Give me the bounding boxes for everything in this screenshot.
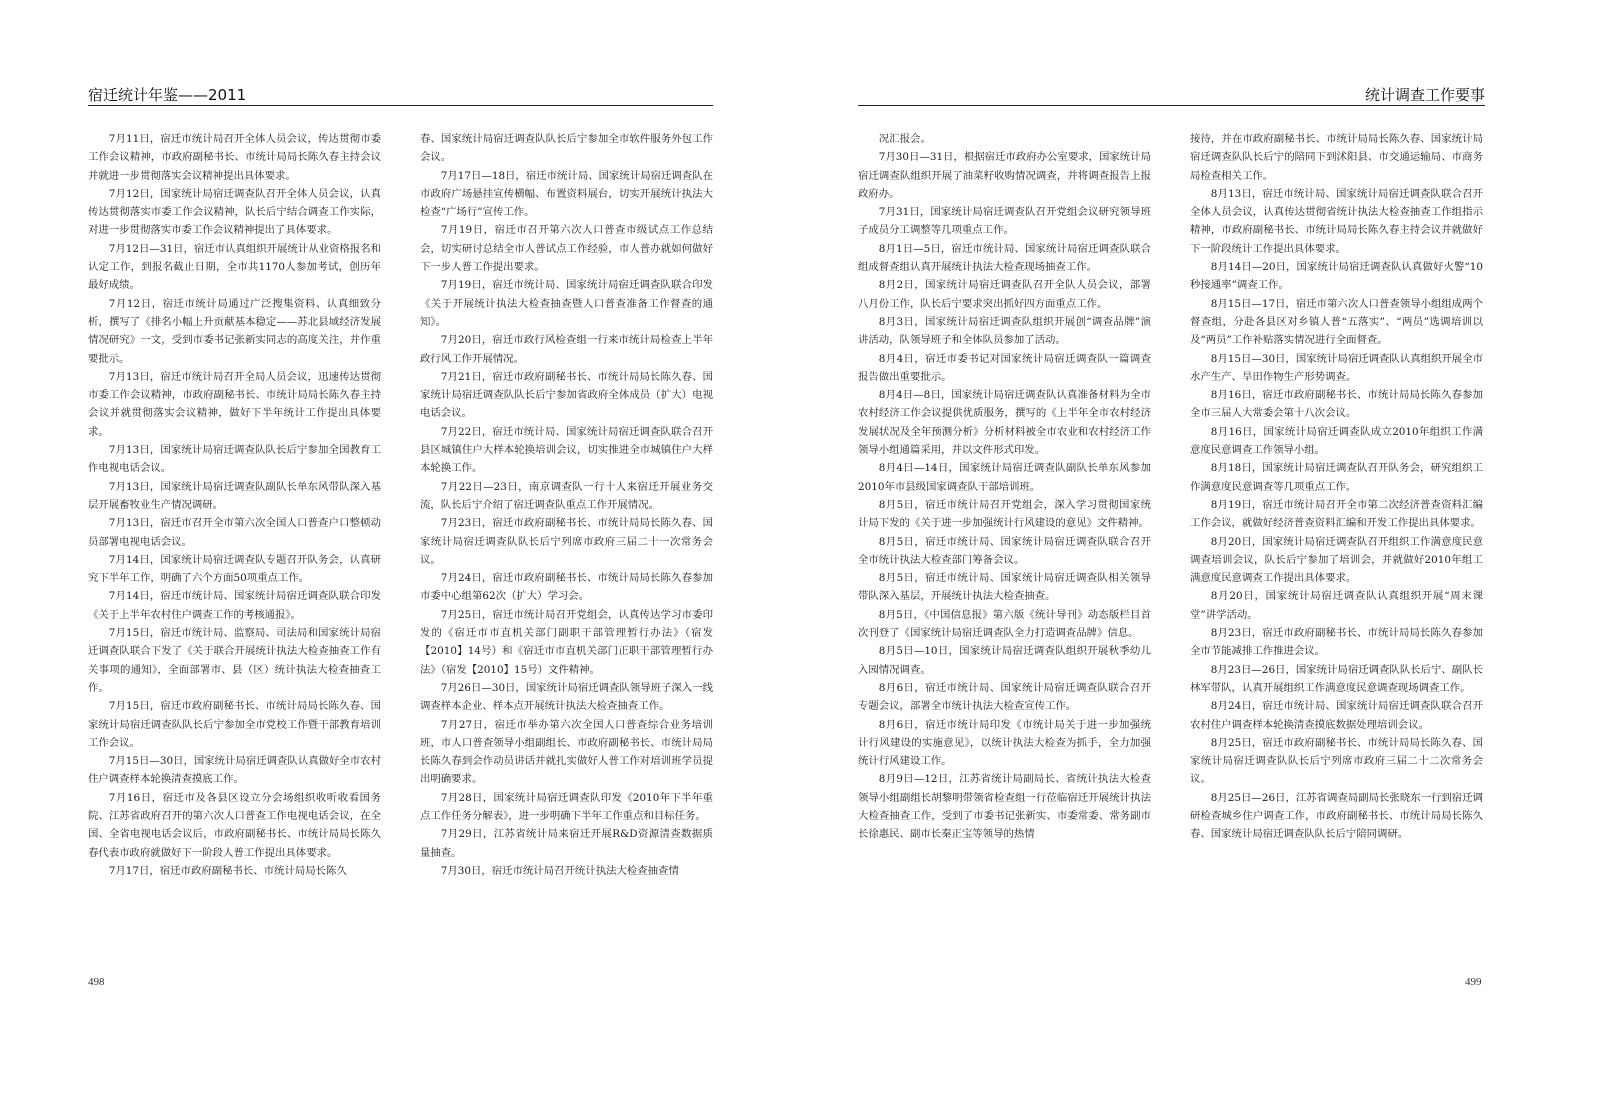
paragraph: 7月12日—31日，宿迁市认真组织开展统计从业资格报名和认定工作，到报名截止日期，全市共1170人参加考试，创历年最好成绩。 bbox=[88, 242, 381, 292]
paragraph: 7月21日，宿迁市政府副秘书长、市统计局局长陈久春、国家统计局宿迁调查队队长后宁参加省政府全体成员（扩大）电视电话会议。 bbox=[420, 370, 713, 420]
right-header-rule bbox=[858, 105, 1485, 106]
paragraph: 8月23日，宿迁市政府副秘书长、市统计局局长陈久春参加全市节能减排工作推进会议。 bbox=[1190, 627, 1483, 658]
paragraph: 8月15日—17日，宿迁市第六次人口普查领导小组组成两个督查组，分赴各县区对乡镇人普“五落实”、“两员”选调培训以及“两员”工作补贴落实情况进行全面督查。 bbox=[1190, 297, 1483, 347]
paragraph: 7月13日，宿迁市统计局召开全局人员会议，迅速传达贯彻市委工作会议精神，市政府副秘书长、市统计局局长陈久春主持会议并就贯彻落实会议精神，做好下半年统计工作提出具体要求。 bbox=[88, 370, 381, 438]
paragraph: 8月4日，宿迁市委书记对国家统计局宿迁调查队一篇调查报告做出重要批示。 bbox=[858, 352, 1151, 383]
paragraph: 8月14日—20日，国家统计局宿迁调查队认真做好火警“10秒接通率”调查工作。 bbox=[1190, 261, 1483, 292]
paragraph: 8月16日，国家统计局宿迁调查队成立2010年组织工作满意度民意调查工作领导小组。 bbox=[1190, 425, 1483, 457]
paragraph: 8月9日—12日，江苏省统计局副局长、省统计执法大检查领导小组副组长胡黎明带领省检查组一行莅临宿迁开展统计执法大检查抽查工作，受到了市委书记张新实、市委常委、常务副市长徐惠民、副市长秦正宝等领导的热情 bbox=[858, 773, 1151, 841]
paragraph: 7月11日，宿迁市统计局召开全体人员会议，传达贯彻市委工作会议精神，市政府副秘书长、市统计局局长陈久春主持会议并就进一步贯彻落实会议精神提出具体要求。 bbox=[88, 133, 381, 182]
paragraph: 8月3日，国家统计局宿迁调查队组织开展创“调查品牌”演讲活动，队领导班子和全体队员参加了活动。 bbox=[858, 315, 1151, 347]
paragraph: 8月15日—30日，国家统计局宿迁调查队认真组织开展全市水产生产、旱田作物生产形势调查。 bbox=[1190, 352, 1483, 383]
paragraph: 8月4日—14日，国家统计局宿迁调查队副队长单东风参加2010年市县级国家调查队干部培训班。 bbox=[858, 462, 1151, 493]
paragraph: 7月16日，宿迁市及各县区设立分会场组织收听收看国务院、江苏省政府召开的第六次人口普查工作电视电话会议，在全国、全省电视电话会议后，市政府副秘书长、市统计局局长陈久春代表市政府就做好下一阶段人普工作提出具体要求。 bbox=[88, 791, 381, 859]
paragraph: 7月14日，宿迁市统计局、国家统计局宿迁调查队联合印发《关于上半年农村住户调查工作的考核通报》。 bbox=[88, 590, 381, 621]
paragraph: 7月31日，国家统计局宿迁调查队召开党组会议研究领导班子成员分工调整等几项重点工作。 bbox=[858, 206, 1151, 237]
left-page bbox=[0, 0, 760, 1099]
paragraph: 7月13日，国家统计局宿迁调查队副队长单东风带队深入基层开展畜牧业生产情况调研。 bbox=[88, 480, 381, 511]
right-page-number: 499 bbox=[1465, 976, 1482, 988]
paragraph: 7月30日，宿迁市统计局召开统计执法大检查抽查情 bbox=[440, 864, 679, 877]
left-running-header: 宿迁统计年鉴——2011 bbox=[88, 86, 247, 104]
paragraph: 7月22日—23日，南京调查队一行十人来宿迁开展业务交流，队长后宁介绍了宿迁调查队重点工作开展情况。 bbox=[420, 480, 713, 511]
paragraph: 8月24日，宿迁市统计局、国家统计局宿迁调查队联合召开农村住户调查样本轮换清查摸底数据处理培训会议。 bbox=[1190, 700, 1483, 731]
paragraph: 7月20日，宿迁市政行风检查组一行来市统计局检查上半年政行风工作开展情况。 bbox=[420, 334, 713, 365]
paragraph: 7月13日，国家统计局宿迁调查队队长后宁参加全国教育工作电视电话会议。 bbox=[88, 444, 381, 475]
paragraph: 7月22日，宿迁市统计局、国家统计局宿迁调查队联合召开县区城镇住户大样本轮换培训会议，切实推进全市城镇住户大样本轮换工作。 bbox=[420, 425, 713, 475]
paragraph: 7月29日，江苏省统计局来宿迁开展R&D资源清查数据质量抽查。 bbox=[420, 828, 713, 859]
paragraph: 8月19日，宿迁市统计局召开全市第二次经济普查资料汇编工作会议，就做好经济普查资料汇编和开发工作提出具体要求。 bbox=[1190, 498, 1483, 530]
paragraph: 8月23日—26日，国家统计局宿迁调查队队长后宁、副队长林军带队，认真开展组织工作满意度民意调查现场调查工作。 bbox=[1190, 663, 1483, 694]
paragraph: 7月23日，宿迁市政府副秘书长、市统计局局长陈久春、国家统计局宿迁调查队队长后宁列席市政府三届二十一次常务会议。 bbox=[420, 517, 713, 566]
paragraph: 况汇报会。 bbox=[878, 133, 931, 145]
left-page-number: 498 bbox=[88, 976, 105, 988]
paragraph: 8月16日，宿迁市政府副秘书长、市统计局局长陈久春参加全市三届人大常委会第十八次会议。 bbox=[1190, 389, 1483, 420]
paragraph: 7月26日—30日，国家统计局宿迁调查队领导班子深入一线调查样本企业、样本点开展统计执法大检查抽查工作。 bbox=[420, 681, 713, 713]
paragraph: 8月5日，《中国信息报》第六版《统计导刊》动态版栏目首次刊登了《国家统计局宿迁调查队全力打造调查品牌》信息。 bbox=[858, 608, 1151, 640]
paragraph: 8月6日，宿迁市统计局、国家统计局宿迁调查队联合召开专题会议，部署全市统计执法大检查宣传工作。 bbox=[858, 681, 1151, 713]
paragraph: 7月15日，宿迁市政府副秘书长、市统计局局长陈久春、国家统计局宿迁调查队队长后宁参加全市党校工作暨干部教育培训工作会议。 bbox=[88, 700, 381, 749]
paragraph: 7月15日—30日，国家统计局宿迁调查队认真做好全市农村住户调查样本轮换清查摸底工作。 bbox=[88, 755, 381, 786]
paragraph: 7月13日，宿迁市召开全市第六次全国人口普查户口整顿动员部署电视电话会议。 bbox=[88, 517, 381, 548]
paragraph: 8月2日，国家统计局宿迁调查队召开全队人员会议，部署八月份工作，队长后宁要求突出抓好四方面重点工作。 bbox=[858, 279, 1151, 310]
paragraph: 7月24日，宿迁市政府副秘书长、市统计局局长陈久春参加市委中心组第62次（扩大）学习会。 bbox=[420, 572, 713, 603]
paragraph: 7月27日，宿迁市举办第六次全国人口普查综合业务培训班，市人口普查领导小组副组长、市政府副秘书长、市统计局局长陈久春到会作动员讲话并就扎实做好人普工作对培训班学员提出明确要求。 bbox=[420, 718, 713, 786]
paragraph: 8月5日，宿迁市统计局召开党组会，深入学习贯彻国家统计局下发的《关于进一步加强统计行风建设的意见》文件精神。 bbox=[858, 498, 1151, 530]
paragraph: 8月5日—10日，国家统计局宿迁调查队组织开展秋季幼儿入园情况调查。 bbox=[858, 645, 1151, 676]
paragraph: 7月30日—31日，根据宿迁市政府办公室要求，国家统计局宿迁调查队组织开展了油菜籽收购情况调查，并将调查报告上报政府办。 bbox=[858, 151, 1151, 200]
paragraph: 8月20日，国家统计局宿迁调查队召开组织工作满意度民意调查培训会议，队长后宁参加了培训会，并就做好2010年组工满意度民意调查工作提出具体要求。 bbox=[1190, 535, 1483, 585]
paragraph: 接待，并在市政府副秘书长、市统计局局长陈久春、国家统计局宿迁调查队队长后宁的陪同下到沭阳县、市交通运输局、市商务局检查相关工作。 bbox=[1190, 133, 1483, 182]
paragraph: 8月4日—8日，国家统计局宿迁调查队认真准备材料为全市农村经济工作会议提供优质服务，撰写的《上半年全市农村经济发展状况及全年预测分析》分析材料被全市农业和农村经济工作领导小组通篇采用，并以文件形式印发。 bbox=[858, 389, 1151, 457]
left-column-1 bbox=[88, 130, 381, 945]
paragraph: 8月1日—5日，宿迁市统计局、国家统计局宿迁调查队联合组成督查组认真开展统计执法大检查现场抽查工作。 bbox=[858, 242, 1151, 274]
paragraph: 7月12日，国家统计局宿迁调查队召开全体人员会议，认真传达贯彻落实市委工作会议精神，队长后宁结合调查工作实际，对进一步贯彻落实市委工作会议精神提出了具体要求。 bbox=[88, 187, 381, 237]
paragraph: 8月5日，宿迁市统计局、国家统计局宿迁调查队联合召开全市统计执法大检查部门筹备会议。 bbox=[858, 535, 1151, 566]
right-column-2 bbox=[1190, 130, 1483, 945]
paragraph: 8月25日，宿迁市政府副秘书长、市统计局局长陈久春、国家统计局宿迁调查队队长后宁列席市政府三届二十二次常务会议。 bbox=[1190, 736, 1483, 786]
paragraph: 8月5日，宿迁市统计局、国家统计局宿迁调查队相关领导带队深入基层，开展统计执法大检查抽查。 bbox=[858, 572, 1151, 603]
paragraph: 7月25日，宿迁市统计局召开党组会，认真传达学习市委印发的《宿迁市市直机关部门副职干部管理暂行办法》（宿发【2010】14号）和《宿迁市市直机关部门正职干部管理暂行办法》（宿发【2010】15号）文件精神。 bbox=[420, 608, 713, 676]
paragraph: 7月19日，宿迁市召开第六次人口普查市级试点工作总结会，切实研讨总结全市人普试点工作经验，市人普办就如何做好下一步人普工作提出要求。 bbox=[420, 224, 713, 274]
paragraph: 春、国家统计局宿迁调查队队长后宁参加全市软件服务外包工作会议。 bbox=[420, 133, 713, 164]
paragraph: 8月6日，宿迁市统计局印发《市统计局关于进一步加强统计行风建设的实施意见》，以统计执法大检查为抓手，全力加强统计行风建设工作。 bbox=[858, 718, 1151, 768]
right-column-1 bbox=[858, 130, 1151, 945]
paragraph: 7月19日，宿迁市统计局、国家统计局宿迁调查队联合印发《关于开展统计执法大检查抽查暨人口普查准备工作督查的通知》。 bbox=[420, 279, 713, 328]
paragraph: 7月28日，国家统计局宿迁调查队印发《2010年下半年重点工作任务分解表》，进一步明确下半年工作重点和目标任务。 bbox=[420, 791, 713, 822]
right-running-header: 统计调查工作要事 bbox=[1364, 86, 1485, 104]
right-page bbox=[850, 0, 1609, 1099]
paragraph: 8月25日—26日，江苏省调查局副局长张晓东一行到宿迁调研检查城乡住户调查工作，市政府副秘书长、市统计局局长陈久春、国家统计局宿迁调查队队长后宁陪同调研。 bbox=[1190, 791, 1483, 841]
paragraph: 7月12日，宿迁市统计局通过广泛搜集资料、认真细致分析，撰写了《排名小幅上升贡献基本稳定——苏北县域经济发展情况研究》一文，受到市委书记张新实同志的高度关注，并作重要批示。 bbox=[88, 297, 381, 365]
paragraph: 8月20日，国家统计局宿迁调查队认真组织开展“周末课堂”讲学活动。 bbox=[1190, 590, 1483, 621]
paragraph: 8月13日，宿迁市统计局、国家统计局宿迁调查队联合召开全体人员会议，认真传达贯彻省统计执法大检查抽查工作组指示精神，市政府副秘书长、市统计局局长陈久春主持会议并就做好下一阶段统计工作提出具体要求。 bbox=[1190, 187, 1483, 255]
paragraph: 7月15日，宿迁市统计局、监察局、司法局和国家统计局宿迁调查队联合下发了《关于联合开展统计执法大检查抽查工作有关事项的通知》，全面部署市、县（区）统计执法大检查抽查工作。 bbox=[88, 627, 381, 694]
paragraph: 7月17日，宿迁市政府副秘书长、市统计局局长陈久 bbox=[108, 864, 347, 877]
paragraph: 7月14日，国家统计局宿迁调查队专题召开队务会，认真研究下半年工作，明确了六个方面50项重点工作。 bbox=[88, 553, 381, 585]
paragraph: 8月18日，国家统计局宿迁调查队召开队务会，研究组织工作满意度民意调查等几项重点工作。 bbox=[1190, 462, 1483, 493]
left-header-rule bbox=[88, 105, 713, 106]
left-column-2 bbox=[420, 130, 713, 945]
paragraph: 7月17日—18日，宿迁市统计局、国家统计局宿迁调查队在市政府广场悬挂宣传横幅、布置资料展台，切实开展统计执法大检查“广场行”宣传工作。 bbox=[420, 169, 713, 219]
